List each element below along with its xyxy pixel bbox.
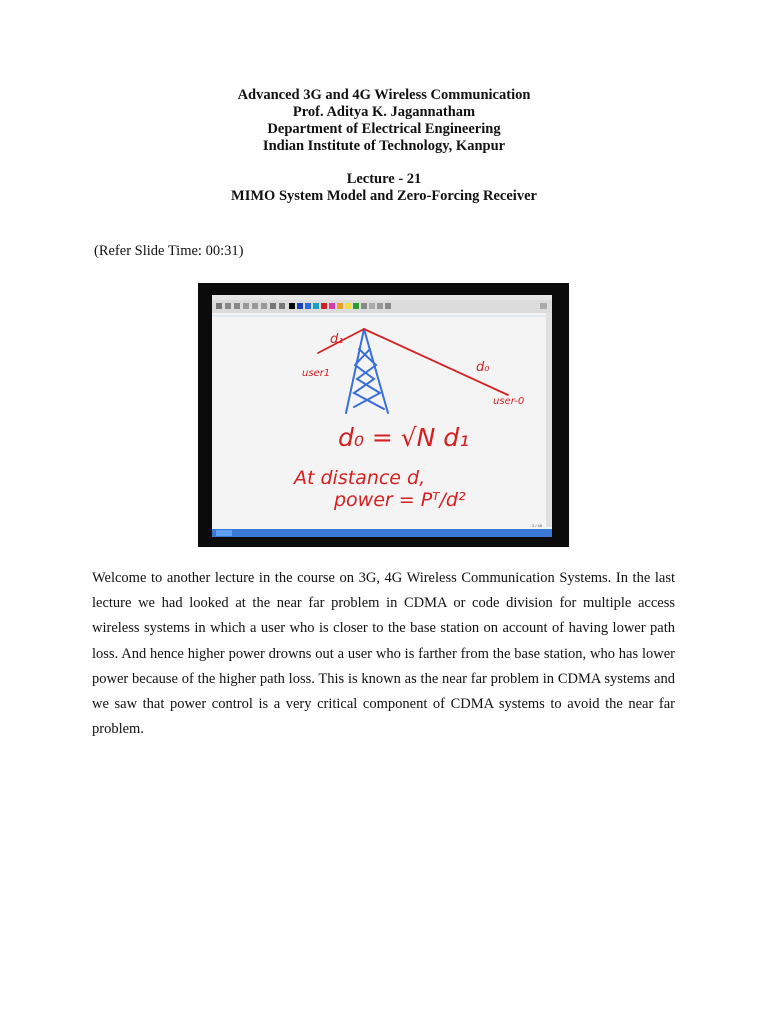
- label-user0: user-0: [493, 396, 525, 407]
- pen-blue-icon[interactable]: [297, 303, 303, 309]
- lecture-heading: [0, 171, 768, 205]
- lecture-number: Lecture - 21: [346, 171, 422, 187]
- pen-green-icon[interactable]: [353, 303, 359, 309]
- department-name: Department of Electrical Engineering: [267, 121, 501, 137]
- label-d0: d₀: [476, 360, 490, 375]
- refer-slide-time: (Refer Slide Time: 00:31): [94, 243, 244, 259]
- taskbar: [212, 529, 552, 537]
- undo-icon[interactable]: [270, 303, 276, 309]
- slide-canvas: [198, 283, 569, 547]
- vertical-scrollbar[interactable]: [546, 313, 552, 527]
- copy-icon[interactable]: [252, 303, 258, 309]
- pen-yellow-icon[interactable]: [345, 303, 351, 309]
- label-d1: d₁: [330, 332, 344, 347]
- page-number: 2 / 46: [532, 523, 543, 528]
- lecture-title: MIMO System Model and Zero-Forcing Receiver: [231, 188, 537, 204]
- label-user1: user1: [302, 368, 331, 379]
- start-button-icon[interactable]: [216, 530, 232, 536]
- menu-bar: [212, 295, 552, 300]
- open-icon[interactable]: [225, 303, 231, 309]
- eraser-icon[interactable]: [369, 303, 375, 309]
- pen-orange-icon[interactable]: [337, 303, 343, 309]
- body-paragraph: Welcome to another lecture in the course on 3G, 4G Wireless Communication Systems. In the last lecture we had looked at the near far problem in CDMA or code division for multiple access wireless systems in which a user who is closer to the base station on account of having lower path loss. And hence higher power drowns out a user who is farther from the base station, who has lower power because of the higher path loss. This is known as the near far problem in CDMA systems and we saw that power control is a very critical component of CDMA systems to avoid the near far problem.: [92, 570, 675, 738]
- text-at-distance: At distance d,: [294, 467, 426, 489]
- equation-d0: d₀ = √N d₁: [338, 423, 470, 452]
- text-power-formula: power = Pᵀ/d²: [334, 489, 466, 511]
- institute-name: Indian Institute of Technology, Kanpur: [262, 138, 506, 154]
- pen-red-icon[interactable]: [321, 303, 327, 309]
- course-title: Advanced 3G and 4G Wireless Communication: [237, 87, 531, 103]
- document-header: [0, 87, 768, 155]
- professor-name: Prof. Aditya K. Jagannatham: [292, 104, 476, 120]
- slide-screenshot: [198, 283, 569, 547]
- pen-black-icon[interactable]: [289, 303, 295, 309]
- pen-gray-icon[interactable]: [361, 303, 367, 309]
- new-page-icon[interactable]: [216, 303, 222, 309]
- pen-lightblue-icon[interactable]: [305, 303, 311, 309]
- pen-cyan-icon[interactable]: [313, 303, 319, 309]
- save-icon[interactable]: [234, 303, 240, 309]
- select-icon[interactable]: [385, 303, 391, 309]
- scroll-up-icon[interactable]: [540, 303, 547, 309]
- paste-icon[interactable]: [261, 303, 267, 309]
- highlighter-icon[interactable]: [377, 303, 383, 309]
- pen-magenta-icon[interactable]: [329, 303, 335, 309]
- cut-icon[interactable]: [243, 303, 249, 309]
- redo-icon[interactable]: [279, 303, 285, 309]
